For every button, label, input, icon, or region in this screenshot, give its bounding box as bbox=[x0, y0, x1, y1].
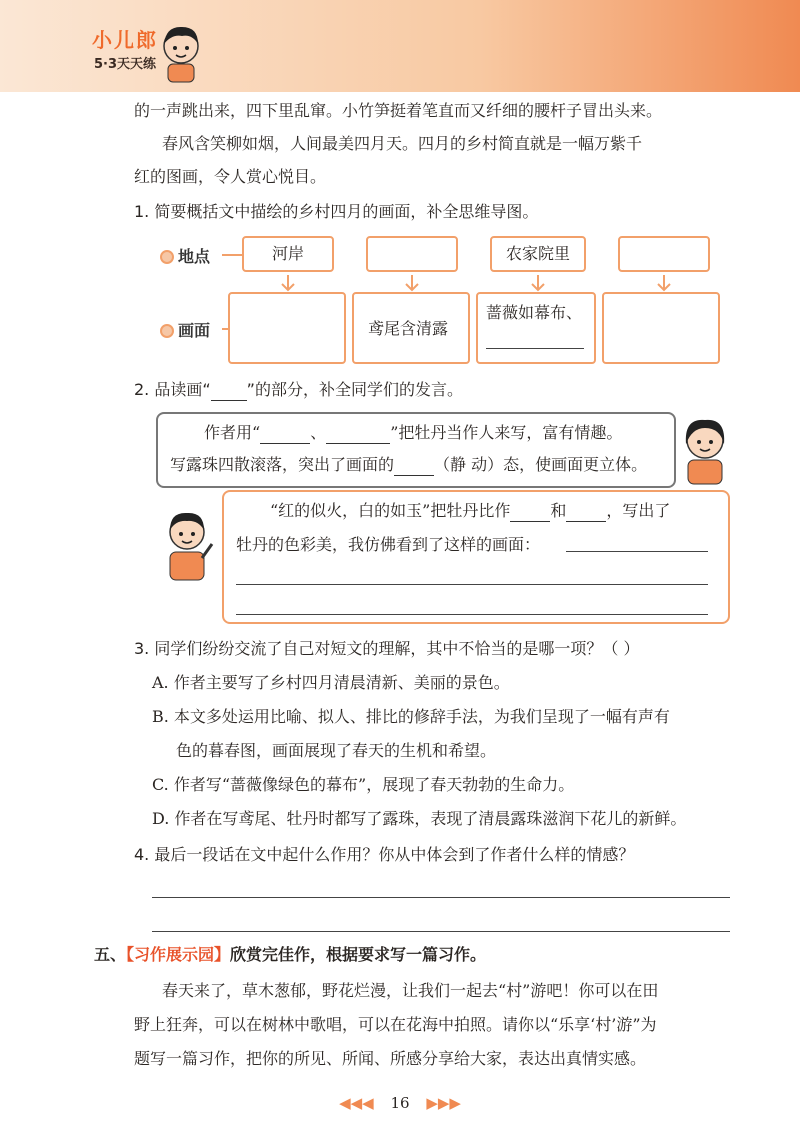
prev-arrows-icon: ◀◀◀ bbox=[339, 1094, 374, 1112]
passage-line-1: 的一声跳出来，四下里乱窜。小竹笋挺着笔直而又纤细的腰杆子冒出头来。 bbox=[134, 101, 663, 120]
passage-line-2: 春风含笑柳如烟，人间最美四月天。四月的乡村简直就是一幅万紫千 bbox=[162, 134, 643, 153]
answer-blank[interactable] bbox=[260, 427, 310, 444]
section5-tag: 【习作展示园】 bbox=[126, 945, 231, 964]
page-footer bbox=[0, 1094, 800, 1112]
q3-option-d[interactable]: D. 作者在写鸢尾、牡丹时都写了露珠，表现了清晨露珠滋润下花儿的新鲜。 bbox=[152, 809, 687, 828]
boy-line-1: “红的似火，白的如玉”把牡丹比作 和 ，写出了 bbox=[270, 501, 671, 520]
section5-para-1: 春天来了，草木葱郁，野花烂漫，让我们一起去“村”游吧！你可以在田 bbox=[162, 981, 659, 1000]
q3-option-c[interactable]: C. 作者写“蔷薇像绿色的幕布”，展现了春天勃勃的生命力。 bbox=[152, 775, 575, 794]
answer-line bbox=[486, 348, 584, 349]
answer-blank[interactable] bbox=[394, 459, 434, 476]
logo-subtitle: 5·3天天练 bbox=[94, 57, 157, 72]
answer-blank[interactable] bbox=[510, 505, 550, 522]
place-box-1: 河岸 bbox=[242, 236, 334, 272]
answer-line[interactable] bbox=[236, 614, 708, 615]
answer-blank[interactable] bbox=[566, 505, 606, 522]
passage-line-3: 红的图画，令人赏心悦目。 bbox=[134, 167, 327, 186]
girl-line-1: 作者用“ 、 ”把牡丹当作人来写，富有情趣。 bbox=[204, 423, 623, 442]
section5-heading: 五、【习作展示园】欣赏完佳作，根据要求写一篇习作。 bbox=[94, 945, 487, 964]
place-box-2[interactable] bbox=[366, 236, 458, 272]
q3-option-b-line2: 色的暮春图，画面展现了春天的生机和希望。 bbox=[176, 741, 497, 760]
scene-label: 画面 bbox=[160, 318, 210, 341]
answer-line[interactable] bbox=[566, 551, 708, 552]
q3-option-a[interactable]: A. 作者主要写了乡村四月清晨清新、美丽的景色。 bbox=[152, 673, 510, 692]
bullet-icon bbox=[160, 250, 174, 264]
answer-line[interactable] bbox=[152, 897, 730, 898]
bullet-icon bbox=[160, 324, 174, 338]
scene-box-4[interactable] bbox=[602, 292, 720, 364]
answer-blank[interactable] bbox=[326, 427, 390, 444]
q4-prompt: 4. 最后一段话在文中起什么作用？你从中体会到了作者什么样的情感？ bbox=[134, 845, 635, 864]
scene-box-3[interactable]: 蔷薇如幕布、 bbox=[476, 292, 596, 364]
boy-pointing-icon bbox=[158, 508, 216, 584]
connector-line bbox=[222, 254, 242, 256]
place-label: 地点 bbox=[160, 244, 210, 267]
answer-line[interactable] bbox=[236, 584, 708, 585]
page-number: 16 bbox=[390, 1094, 410, 1112]
girl-line-2: 写露珠四散滚落，突出了画面的 （静 动）态，使画面更立体。 bbox=[170, 455, 648, 474]
scene-box-1[interactable] bbox=[228, 292, 346, 364]
q2-prompt: 2. 品读画“ ”的部分，补全同学们的发言。 bbox=[134, 380, 463, 399]
boy-line-2: 牡丹的色彩美，我仿佛看到了这样的画面： bbox=[236, 535, 541, 554]
q3-option-b-line1[interactable]: B. 本文多处运用比喻、拟人、排比的修辞手法，为我们呈现了一幅有声有 bbox=[152, 707, 670, 726]
next-arrows-icon: ▶▶▶ bbox=[426, 1094, 461, 1112]
section5-para-3: 题写一篇习作，把你的所见、所闻、所感分享给大家，表达出真情实感。 bbox=[134, 1049, 647, 1068]
boy-mascot-icon bbox=[158, 22, 204, 84]
place-box-3: 农家院里 bbox=[490, 236, 586, 272]
section5-para-2: 野上狂奔，可以在树林中歌唱，可以在花海中拍照。请你以“乐享‘村’游”为 bbox=[134, 1015, 657, 1034]
place-box-4[interactable] bbox=[618, 236, 710, 272]
answer-blank[interactable] bbox=[211, 384, 247, 401]
girl-mascot-icon bbox=[676, 414, 734, 486]
q3-prompt: 3. 同学们纷纷交流了自己对短文的理解，其中不恰当的是哪一项？（ ） bbox=[134, 639, 640, 658]
answer-line[interactable] bbox=[152, 931, 730, 932]
q1-prompt: 1. 简要概括文中描绘的乡村四月的画面，补全思维导图。 bbox=[134, 202, 539, 221]
scene-box-2: 鸢尾含清露 bbox=[352, 292, 470, 364]
logo-title: 小儿郎 bbox=[92, 28, 158, 52]
